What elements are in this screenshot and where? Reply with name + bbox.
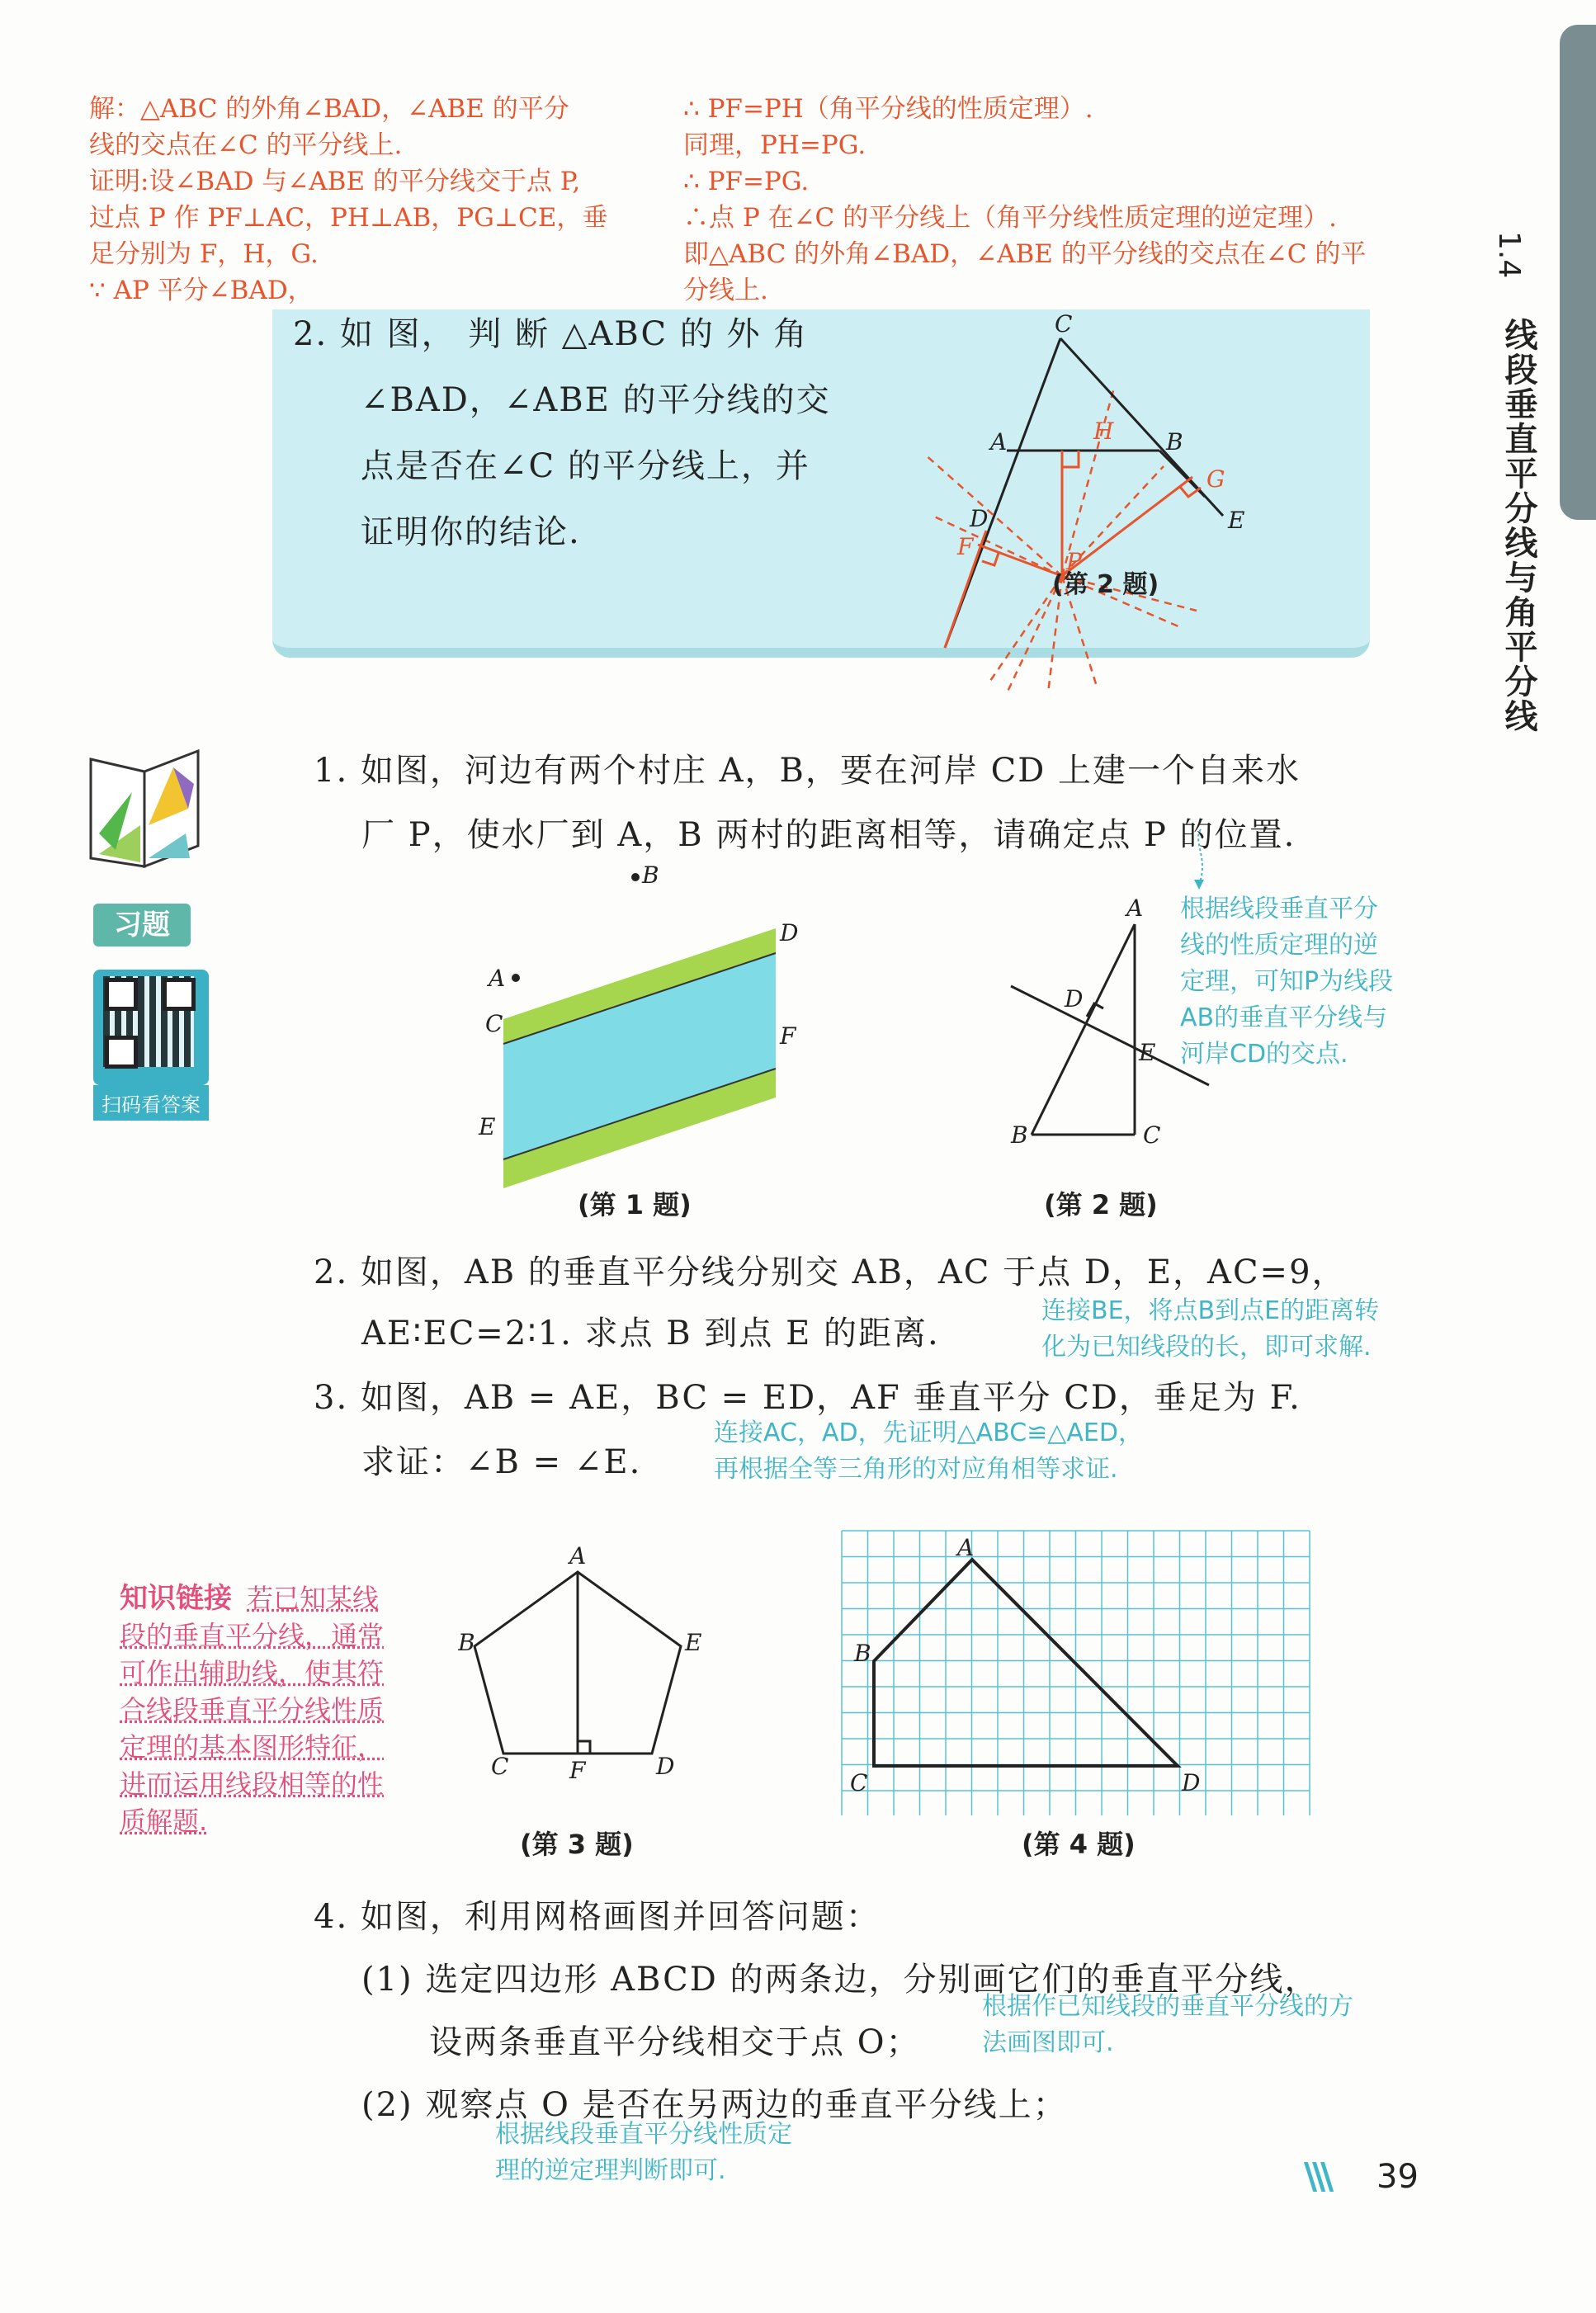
problem-1 <box>314 739 1452 867</box>
answer-line: 证明:设∠BAD 与∠ABE 的平分线交于点 P, <box>89 167 581 196</box>
knowledge-title: 知识链接 <box>120 1582 232 1615</box>
answer-line: ∵ AP 平分∠BAD， <box>89 276 314 305</box>
note-line: 根据作已知线段的垂直平分线的方 <box>982 1992 1353 2021</box>
label-B: B <box>642 861 659 889</box>
label-B: B <box>458 1629 475 1656</box>
label-A: A <box>1126 895 1144 922</box>
problem-line: ∠BAD，∠ABE 的平分线的交 <box>361 381 831 419</box>
problem-line: 1. 如图，河边有两个村庄 A，B，要在河岸 CD 上建一个自来水 <box>314 752 1301 790</box>
label-A: A <box>957 1534 975 1561</box>
label-B: B <box>1166 428 1183 456</box>
page-number: 39 <box>1376 2158 1419 2196</box>
answer-line: ∴点 P 在∠C 的平分线上（角平分线性质定理的逆定理）. <box>683 203 1337 233</box>
answer-left <box>89 91 677 309</box>
section-number: 1.4 <box>1492 231 1526 279</box>
answer-line: 同理，PH=PG. <box>683 130 866 160</box>
top-problem-text <box>293 301 904 565</box>
problem-2-note <box>1041 1293 1487 1366</box>
label-C: C <box>1055 314 1073 338</box>
figure-2 <box>990 891 1238 1164</box>
label-A: A <box>489 965 506 992</box>
problem-line: 3. 如图，AB = AE，BC = ED，AF 垂直平分 CD，垂足为 F. <box>314 1379 1301 1417</box>
qr-code[interactable] <box>93 970 209 1085</box>
answer-line: 过点 P 作 PF⊥AC，PH⊥AB，PG⊥CE，垂 <box>89 203 608 233</box>
label-F: F <box>780 1022 796 1050</box>
label-P: P <box>1066 548 1082 575</box>
problem-line: 2. 如图，AB 的垂直平分线分别交 AB，AC 于点 D，E，AC=9， <box>314 1253 1347 1291</box>
answer-line: 足分别为 F，H，G. <box>89 239 319 269</box>
problem-4-note-1 <box>982 1989 1477 2061</box>
label-F: F <box>569 1757 586 1784</box>
note-line: 理的逆定理判断即可. <box>495 2156 726 2185</box>
label-D: D <box>1182 1769 1201 1796</box>
note-line: 线的性质定理的逆 <box>1180 931 1378 960</box>
note-line: 连接BE，将点B到点E的距离转 <box>1041 1296 1380 1325</box>
problem-line: 4. 如图，利用网格画图并回答问题： <box>314 1898 881 1936</box>
problem-line: (1) 选定四边形 ABCD 的两条边，分别画它们的垂直平分线， <box>361 1961 1320 1999</box>
answer-line: 分线上. <box>683 276 768 305</box>
label-F: F <box>957 533 974 560</box>
problem-line: 点是否在∠C 的平分线上，并 <box>361 447 810 485</box>
note-line: 河岸CD的交点. <box>1180 1040 1348 1069</box>
label-E: E <box>1228 507 1245 534</box>
note-line: 定理，可知P为线段 <box>1180 967 1394 996</box>
figure-3-caption: (第 3 题) <box>520 1829 634 1860</box>
knowledge-line: 合线段垂直平分线性质 <box>120 1694 385 1725</box>
answer-line: ∴ PF=PG. <box>683 167 810 196</box>
exercises-badge: 习题 <box>93 904 191 946</box>
label-H: H <box>1093 418 1114 445</box>
note-line: 根据线段垂直平分线性质定 <box>495 2120 792 2149</box>
note-line: 化为已知线段的长，即可求解. <box>1041 1333 1372 1362</box>
top-figure <box>908 314 1279 701</box>
label-E: E <box>685 1629 702 1656</box>
top-figure-caption: (第 2 题) <box>1052 570 1159 599</box>
knowledge-line: 质解题. <box>120 1806 208 1837</box>
knowledge-line: 段的垂直平分线，通常 <box>120 1620 385 1651</box>
note-line: 根据线段垂直平分 <box>1180 895 1378 923</box>
note-line: AB的垂直平分线与 <box>1180 1003 1388 1032</box>
knowledge-line <box>120 1580 458 1617</box>
problem-4-note-2 <box>495 2117 924 2189</box>
note-line: 再根据全等三角形的对应角相等求证. <box>714 1455 1118 1484</box>
problem-line: 证明你的结论. <box>361 513 581 551</box>
problem-3-note <box>714 1415 1341 1488</box>
problem-line: 求证：∠B = ∠E. <box>361 1443 642 1481</box>
point-A <box>512 974 520 982</box>
label-B: B <box>854 1640 871 1667</box>
label-A: A <box>569 1542 587 1570</box>
point-B <box>631 873 640 881</box>
note-line: 连接AC，AD，先证明△ABC≌△AED， <box>714 1418 1143 1447</box>
figure-1 <box>470 858 833 1205</box>
knowledge-line: 定理的基本图形特征， <box>120 1731 385 1763</box>
answer-right <box>683 91 1492 309</box>
qr-caption: 扫码看答案 <box>93 1085 209 1121</box>
page-number-mark: \\\ <box>1304 2155 1329 2197</box>
figure-2-caption: (第 2 题) <box>1044 1189 1158 1220</box>
label-A: A <box>990 428 1008 456</box>
label-D: D <box>780 919 799 946</box>
figure-4 <box>833 1522 1329 1815</box>
knowledge-text: 若已知某线 <box>247 1583 380 1614</box>
figure-1-caption: (第 1 题) <box>578 1189 692 1220</box>
label-E: E <box>479 1113 496 1140</box>
label-C: C <box>1143 1121 1161 1149</box>
problem-line: 厂 P，使水厂到 A，B 两村的距离相等，请确定点 P 的位置. <box>361 816 1296 854</box>
section-title: 线段垂直平分线与角平分线 <box>1499 318 1537 734</box>
label-D: D <box>656 1753 675 1780</box>
problem-line: AE∶EC=2∶1. 求点 B 到点 E 的距离. <box>361 1315 940 1352</box>
label-C: C <box>485 1010 503 1037</box>
knowledge-line: 进而运用线段相等的性 <box>120 1768 385 1800</box>
book-icon <box>83 734 215 883</box>
label-C: C <box>491 1753 509 1780</box>
problem-line: 2. 如 图， 判 断 △ABC 的 外 角 <box>293 315 809 353</box>
note-arrow-1 <box>1184 825 1217 891</box>
knowledge-line: 可作出辅助线，使其符 <box>120 1657 385 1688</box>
answer-line: ∴ PF=PH（角平分线的性质定理）. <box>683 94 1093 124</box>
answer-line: 解：△ABC 的外角∠BAD，∠ABE 的平分 <box>89 94 569 124</box>
answer-line: 线的交点在∠C 的平分线上. <box>89 130 403 160</box>
label-C: C <box>850 1769 868 1796</box>
label-G: G <box>1206 465 1225 493</box>
figure-3 <box>458 1535 722 1791</box>
label-B: B <box>1011 1121 1028 1149</box>
figure-4-caption: (第 4 题) <box>1022 1829 1136 1860</box>
label-E: E <box>1139 1039 1156 1066</box>
problem-line: (2) 观察点 O 是否在另两边的垂直平分线上； <box>361 2086 1068 2124</box>
answer-line: 即△ABC 的外角∠BAD，∠ABE 的平分线的交点在∠C 的平 <box>683 239 1367 269</box>
note-line: 法画图即可. <box>982 2028 1114 2057</box>
side-tab <box>1560 25 1596 520</box>
label-D: D <box>970 505 989 532</box>
label-D: D <box>1065 985 1084 1013</box>
problem-line: 设两条垂直平分线相交于点 O； <box>429 2023 921 2061</box>
knowledge-link <box>120 1580 458 1840</box>
